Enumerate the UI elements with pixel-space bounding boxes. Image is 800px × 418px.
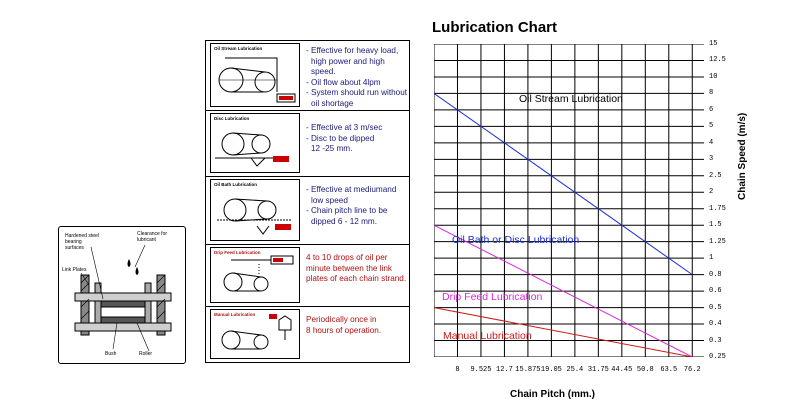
desc-line: - Effective for heavy load,	[306, 46, 399, 55]
chart-title: Lubrication Chart	[432, 19, 558, 36]
chain-bearing-diagram	[58, 226, 186, 364]
label-clearance: Clearance for lubricant	[137, 231, 168, 243]
y-tick-label: 1	[709, 254, 714, 263]
label-roller: Roller	[139, 351, 153, 357]
desc-line: minute between the link	[306, 263, 393, 273]
y-tick-label: 6	[709, 105, 714, 114]
y-tick-label: 10	[709, 72, 718, 81]
desc-line: - Effective at mediumand	[306, 185, 397, 194]
y-tick-label: 3	[709, 155, 714, 164]
y-tick-label: 1.25	[709, 237, 726, 246]
disc-illustration	[210, 113, 300, 173]
oil-bath-drawing	[211, 180, 299, 240]
y-tick-label: 15	[709, 40, 718, 48]
drip-feed-drawing	[211, 248, 299, 302]
method-row-disc	[206, 111, 409, 177]
desc-line: dipped 6 - 12 mm.	[311, 216, 377, 226]
lubrication-chart-plot	[434, 44, 704, 357]
x-tick-label: 19.05	[540, 366, 562, 374]
manual-illustration	[210, 309, 300, 359]
y-tick-label: 0.6	[709, 287, 722, 296]
desc-line: high power and high speed.	[311, 56, 385, 76]
y-tick-label: 5	[709, 122, 714, 131]
method-description	[306, 123, 382, 155]
y-tick-label: 1.75	[709, 204, 726, 213]
oil-bath-illustration	[210, 179, 300, 241]
desc-line: 12 -25 mm.	[311, 144, 353, 153]
x-tick-label: 8	[455, 366, 460, 374]
y-tick-label: 0.8	[709, 270, 722, 279]
y-tick-label: 0.5	[709, 303, 722, 312]
desc-line: - Chain pitch line to be	[306, 206, 388, 215]
method-description	[306, 253, 406, 285]
zone-label-drip-feed: Drip Feed Lubrication	[442, 291, 543, 303]
method-row-oil-bath	[206, 177, 409, 245]
method-description	[306, 46, 409, 109]
y-tick-label: 4	[709, 138, 714, 147]
y-tick-label: 1.5	[709, 221, 722, 230]
method-title: Drip Feed Lubrication	[214, 250, 261, 255]
zone-boundary-line	[434, 93, 692, 274]
x-tick-label: 76.2	[683, 366, 701, 374]
drip-feed-illustration	[210, 247, 300, 303]
zone-label-manual: Manual Lubrication	[443, 330, 532, 342]
oil-stream-drawing	[211, 44, 299, 106]
zone-label-oil-stream: Oil Stream Lubrication	[519, 93, 623, 105]
method-title: Manual Lubrication	[214, 312, 256, 317]
disc-drawing	[211, 114, 299, 172]
y-tick-label: 8	[709, 89, 714, 98]
desc-line: plates of each chain strand.	[306, 274, 407, 283]
label-hardened-steel: Hardened steel bearing surfaces	[65, 233, 99, 251]
method-description	[306, 315, 381, 336]
y-tick-label: 12.5	[709, 56, 726, 65]
label-bush: Bush	[105, 351, 117, 357]
zone-label-oil-bath: Oil Bath or Disc Lubrication	[452, 234, 580, 246]
oil-stream-illustration	[210, 43, 300, 107]
y-tick-label: 2.5	[709, 171, 722, 180]
desc-line: - System should run without	[306, 88, 408, 97]
desc-line: Periodically once in	[306, 315, 377, 324]
desc-line: 8 hours of operation.	[306, 325, 382, 335]
x-tick-label: 25.4	[566, 366, 584, 374]
method-row-drip-feed	[206, 245, 409, 307]
grid-vertical	[434, 44, 692, 357]
y-tick-label: 0.3	[709, 336, 722, 345]
x-tick-label: 15.875	[515, 366, 541, 374]
method-row-oil-stream	[206, 41, 409, 111]
method-title: Disc Lubrication	[214, 116, 250, 121]
y-tick-label: 2	[709, 188, 714, 197]
x-tick-label: 63.5	[660, 366, 678, 374]
x-tick-label: 31.75	[587, 366, 609, 374]
desc-line: 4 to 10 drops of oil per	[306, 253, 388, 262]
x-tick-label: 9.525	[470, 366, 492, 374]
x-tick-label: 44.45	[611, 366, 633, 374]
y-axis-label: Chain Speed (m/s)	[737, 112, 748, 200]
y-tick-label: 0.4	[709, 320, 722, 329]
y-tick-label: 0.25	[709, 353, 726, 361]
grid-horizontal	[434, 44, 704, 357]
x-axis-label: Chain Pitch (mm.)	[510, 389, 596, 400]
label-link-plates: Link Plates	[62, 267, 87, 273]
method-row-manual	[206, 307, 409, 362]
method-title: Oil Stream Lubrication	[214, 46, 263, 51]
desc-line: oil shortage	[311, 98, 354, 108]
desc-line: low speed	[311, 195, 348, 205]
method-description	[306, 185, 396, 227]
desc-line: - Disc to be dipped	[306, 133, 375, 143]
manual-drawing	[211, 310, 299, 358]
lubrication-methods-table	[205, 40, 410, 363]
desc-line: - Effective at 3 m/sec	[306, 123, 383, 132]
x-tick-label: 12.7	[496, 366, 513, 374]
desc-line: - Oil flow about 4lpm	[306, 77, 381, 87]
method-title: Oil Bath Lubrication	[214, 182, 258, 187]
x-tick-label: 50.8	[636, 366, 654, 374]
